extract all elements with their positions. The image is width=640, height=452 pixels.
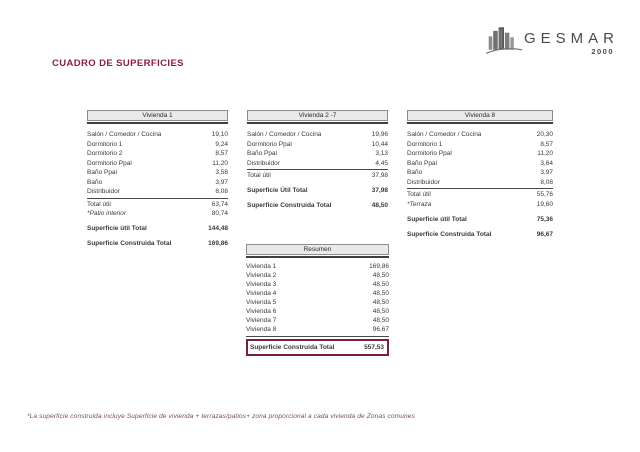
row-label: Superficie Construida Total bbox=[407, 230, 492, 238]
subtotal-rows bbox=[247, 171, 388, 181]
row-label: Superficie Construida Total bbox=[247, 202, 332, 209]
row-value: 19,60 bbox=[536, 200, 553, 208]
row-value: 48,50 bbox=[372, 281, 389, 288]
row-label: Total útil bbox=[407, 191, 431, 198]
table-row bbox=[247, 171, 388, 181]
grand-total-box bbox=[246, 339, 389, 356]
summary-rows bbox=[246, 263, 389, 335]
row-label: Dormitorio Ppal bbox=[407, 150, 452, 157]
table-row bbox=[407, 168, 553, 178]
row-label: Baño Ppal bbox=[87, 169, 117, 176]
total-row bbox=[247, 186, 388, 196]
table-row bbox=[246, 290, 389, 299]
table-row bbox=[87, 149, 228, 159]
row-label: Superficie útil Total bbox=[407, 215, 467, 223]
row-label: Vivienda 7 bbox=[246, 317, 277, 324]
row-label: Dormitorio 1 bbox=[87, 140, 123, 148]
table-row bbox=[407, 159, 553, 169]
table-header: Vivienda 1 bbox=[87, 110, 228, 121]
divider-rule bbox=[246, 336, 389, 337]
row-value: 48,50 bbox=[372, 317, 389, 324]
row-value: 10,44 bbox=[371, 140, 388, 148]
row-value: 3,97 bbox=[215, 178, 228, 186]
table-vivienda-1 bbox=[87, 110, 228, 249]
row-value: 48,50 bbox=[372, 308, 389, 315]
table-row bbox=[87, 168, 228, 178]
table-resumen bbox=[246, 244, 389, 356]
row-label: *Terraza bbox=[407, 200, 432, 208]
divider-rule bbox=[87, 198, 228, 199]
row-label: Total útil bbox=[87, 200, 111, 208]
row-label: Salón / Comedor / Cocina bbox=[407, 131, 482, 138]
table-row bbox=[87, 140, 228, 150]
row-value: 19,10 bbox=[211, 131, 228, 138]
total-row bbox=[87, 239, 228, 249]
row-value: 8,08 bbox=[540, 178, 553, 186]
table-row bbox=[246, 272, 389, 281]
row-label: Salón / Comedor / Cocina bbox=[247, 131, 322, 138]
row-label: Dormitorio 1 bbox=[407, 140, 443, 148]
row-value: 3,97 bbox=[540, 169, 553, 176]
total-row bbox=[247, 201, 388, 211]
table-row bbox=[407, 140, 553, 150]
grand-total-value: 557,53 bbox=[364, 344, 384, 351]
row-label: *Patio interior bbox=[87, 210, 127, 217]
row-value: 55,76 bbox=[536, 191, 553, 198]
subtotal-rows bbox=[407, 190, 553, 209]
row-value: 3,13 bbox=[375, 150, 388, 157]
divider-rule bbox=[407, 188, 553, 189]
table-row bbox=[246, 299, 389, 308]
row-label: Superficie Construida Total bbox=[87, 240, 172, 247]
row-value: 19,96 bbox=[371, 131, 388, 138]
subtotal-rows bbox=[87, 200, 228, 219]
row-label: Dormitorio Ppal bbox=[247, 140, 292, 148]
row-label: Vivienda 4 bbox=[246, 290, 277, 297]
total-row bbox=[407, 230, 553, 240]
row-value: 8,57 bbox=[540, 140, 553, 148]
logo-name: GESMAR bbox=[523, 30, 619, 47]
row-label: Baño bbox=[87, 178, 103, 186]
row-value: 37,98 bbox=[371, 187, 388, 194]
logo-text bbox=[523, 30, 619, 56]
table-row bbox=[246, 317, 389, 326]
total-row bbox=[87, 224, 228, 234]
header-rule bbox=[247, 122, 388, 124]
table-row bbox=[407, 130, 553, 140]
room-rows bbox=[87, 130, 228, 197]
row-value: 3,58 bbox=[215, 169, 228, 176]
row-label: Vivienda 8 bbox=[246, 326, 277, 333]
header-rule bbox=[87, 122, 228, 124]
table-header: Vivienda 2 -7 bbox=[247, 110, 388, 121]
row-value: 11,20 bbox=[212, 159, 228, 167]
row-value: 48,50 bbox=[372, 299, 389, 306]
row-value: 63,74 bbox=[211, 200, 228, 208]
divider-rule bbox=[247, 169, 388, 170]
row-value: 20,30 bbox=[536, 131, 553, 138]
row-label: Superficie útil Total bbox=[87, 225, 147, 232]
row-label: Dormitorio Ppal bbox=[87, 159, 132, 167]
table-header: Vivienda 8 bbox=[407, 110, 553, 121]
table-row bbox=[407, 149, 553, 159]
table-row bbox=[247, 159, 388, 169]
table-row bbox=[407, 190, 553, 200]
total-rows bbox=[87, 224, 228, 249]
table-row bbox=[87, 159, 228, 169]
row-label: Superficie Útil Total bbox=[247, 187, 308, 194]
row-label: Distribuidor bbox=[247, 159, 280, 167]
header-rule bbox=[246, 256, 389, 258]
row-value: 8,57 bbox=[215, 150, 228, 157]
row-label: Vivienda 1 bbox=[246, 263, 277, 270]
row-value: 11,20 bbox=[537, 150, 553, 157]
row-value: 144,48 bbox=[208, 225, 228, 232]
room-rows bbox=[247, 130, 388, 168]
row-value: 48,50 bbox=[371, 202, 388, 209]
row-value: 96,67 bbox=[536, 230, 553, 238]
table-row bbox=[247, 140, 388, 150]
row-value: 4,45 bbox=[375, 159, 388, 167]
table-row bbox=[87, 200, 228, 210]
row-label: Vivienda 5 bbox=[246, 299, 277, 306]
row-value: 80,74 bbox=[211, 210, 228, 217]
row-label: Vivienda 2 bbox=[246, 272, 277, 279]
buildings-icon bbox=[486, 22, 522, 56]
row-label: Vivienda 3 bbox=[246, 281, 277, 288]
table-row bbox=[246, 308, 389, 317]
table-row bbox=[87, 187, 228, 197]
table-row bbox=[246, 281, 389, 290]
row-label: Salón / Comedor / Cocina bbox=[87, 131, 162, 138]
table-row bbox=[247, 149, 388, 159]
row-value: 9,24 bbox=[215, 140, 228, 148]
total-rows bbox=[407, 215, 553, 240]
table-header: Resumen bbox=[246, 244, 389, 255]
row-value: 3,64 bbox=[540, 159, 553, 167]
table-row bbox=[246, 263, 389, 272]
table-row bbox=[87, 130, 228, 140]
room-rows bbox=[407, 130, 553, 187]
row-label: Distribuidor bbox=[87, 188, 120, 195]
company-logo bbox=[486, 22, 619, 56]
row-value: 8,08 bbox=[215, 188, 228, 195]
row-value: 169,86 bbox=[369, 263, 389, 270]
footnote: *La superficie construida incluye Superficie de vivienda + terrazas/patios+ zona proporcional a cada vivienda de Zonas comunes bbox=[27, 413, 415, 420]
row-value: 37,98 bbox=[371, 172, 388, 179]
row-label: Baño Ppal bbox=[247, 150, 277, 157]
row-value: 96,67 bbox=[372, 326, 389, 333]
table-row bbox=[246, 326, 389, 335]
table-row bbox=[407, 200, 553, 210]
row-label: Total útil bbox=[247, 172, 271, 179]
row-value: 48,50 bbox=[372, 272, 389, 279]
logo-year: 2000 bbox=[591, 47, 614, 56]
header-rule bbox=[407, 122, 553, 124]
row-label: Baño Ppal bbox=[407, 159, 437, 167]
row-value: 169,86 bbox=[208, 240, 228, 247]
table-row bbox=[87, 178, 228, 188]
table-row bbox=[407, 178, 553, 188]
table-vivienda-8 bbox=[407, 110, 553, 239]
table-row bbox=[247, 130, 388, 140]
total-rows bbox=[247, 186, 388, 211]
row-value: 75,36 bbox=[536, 215, 553, 223]
table-vivienda-2-7 bbox=[247, 110, 388, 211]
table-row bbox=[87, 209, 228, 219]
row-label: Dormitorio 2 bbox=[87, 150, 123, 157]
grand-total-label: Superficie Construida Total bbox=[250, 344, 335, 351]
row-value: 48,50 bbox=[372, 290, 389, 297]
page-title: CUADRO DE SUPERFICIES bbox=[52, 58, 184, 69]
row-label: Baño bbox=[407, 169, 423, 176]
row-label: Vivienda 6 bbox=[246, 308, 277, 315]
total-row bbox=[407, 215, 553, 225]
row-label: Distribuidor bbox=[407, 178, 440, 186]
